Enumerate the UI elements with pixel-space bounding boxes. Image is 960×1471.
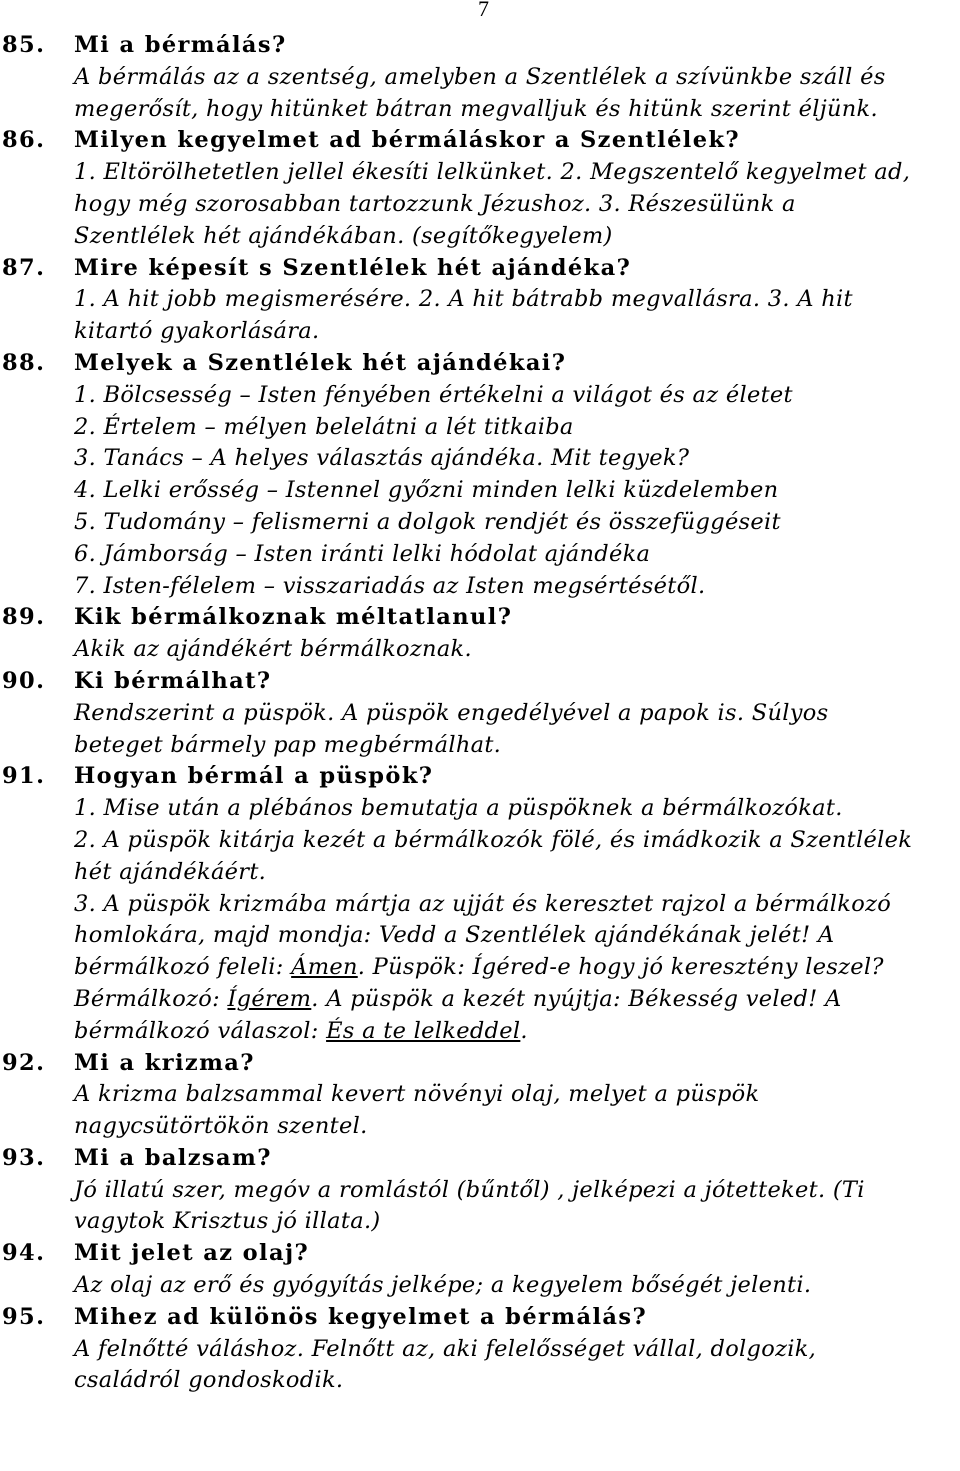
answer-line: vagytok Krisztus jó illata.) <box>74 1208 381 1235</box>
answer-line: Rendszerint a püspök. A püspök engedélyével a papok is. Súlyos <box>74 699 829 726</box>
gift-item: 1. Bölcsesség – Isten fényében értékelni a világot és az életet <box>74 381 793 408</box>
gift-item: 4. Lelki erősség – Istennel győzni minden lelki küzdelemben <box>74 477 779 504</box>
question-91 <box>0 761 960 793</box>
question-number: 93. <box>2 1144 46 1171</box>
question-86 <box>0 125 960 157</box>
question-number: 92. <box>2 1049 46 1076</box>
answer-line: hét ajándékáért. <box>74 858 267 885</box>
gift-item: 3. Tanács – A helyes választás ajándéka. Mit tegyek? <box>74 445 690 472</box>
question-number: 88. <box>2 349 46 376</box>
answer-89 <box>0 634 960 666</box>
answer-line: 3. A püspök krizmába mártja az ujját és keresztet rajzol a bérmálkozó <box>74 890 892 917</box>
answer-88 <box>0 380 960 603</box>
question-number: 91. <box>2 763 46 790</box>
answer-line: családról gondoskodik. <box>74 1367 344 1394</box>
answer-92 <box>0 1079 960 1143</box>
answer-line: Akik az ajándékért bérmálkoznak. <box>74 636 472 663</box>
answer-line: A bérmálás az a szentség, amelyben a Szentlélek a szívünkbe száll és <box>74 63 886 90</box>
gift-item: 5. Tudomány – felismerni a dolgok rendjét és összefüggéseit <box>74 508 781 535</box>
question-text: Mi a balzsam? <box>74 1144 272 1171</box>
answer-line <box>74 952 950 984</box>
question-number: 86. <box>2 127 46 154</box>
question-92 <box>0 1048 960 1080</box>
answer-line: Jó illatú szer, megóv a romlástól (bűntől) , jelképezi a jótetteket. (Ti <box>74 1176 865 1203</box>
question-text: Melyek a Szentlélek hét ajándékai? <box>74 349 567 376</box>
answer-line: megerősít, hogy hitünket bátran megvalljuk és hitünk szerint éljünk. <box>74 95 878 122</box>
question-88 <box>0 348 960 380</box>
answer-line: 1. A hit jobb megismerésére. 2. A hit bátrabb megvallásra. 3. A hit <box>74 286 853 313</box>
answer-fragment: bérmálkozó feleli: <box>74 954 292 981</box>
question-text: Mire képesít s Szentlélek hét ajándéka? <box>74 254 632 281</box>
answer-line <box>74 1016 950 1048</box>
question-text: Hogyan bérmál a püspök? <box>74 763 434 790</box>
answer-fragment: bérmálkozó válaszol: <box>74 1017 327 1044</box>
question-text: Mihez ad különös kegyelmet a bérmálás? <box>74 1303 648 1330</box>
answer-line: Az olaj az erő és gyógyítás jelképe; a kegyelem bőségét jelenti. <box>74 1272 812 1299</box>
answer-91 <box>0 793 960 1047</box>
question-number: 95. <box>2 1303 46 1330</box>
question-93 <box>0 1143 960 1175</box>
answer-85 <box>0 62 960 126</box>
answer-line: beteget bármely pap megbérmálhat. <box>74 731 502 758</box>
question-number: 85. <box>2 32 46 58</box>
question-number: 89. <box>2 604 46 631</box>
question-text: Mit jelet az olaj? <box>74 1240 310 1267</box>
answer-line: Szentlélek hét ajándékában. (segítőkegyelem) <box>74 222 613 249</box>
answer-line: homlokára, majd mondja: Vedd a Szentlélek ajándékának jelét! A <box>74 922 835 949</box>
answer-86 <box>0 157 960 252</box>
answer-95 <box>0 1334 960 1398</box>
page-number: 7 <box>478 0 489 21</box>
question-85 <box>0 30 960 62</box>
gift-item: 6. Jámborság – Isten iránti lelki hódolat ajándéka <box>74 540 651 567</box>
underlined-response: Ígérem <box>227 985 312 1012</box>
question-number: 94. <box>2 1240 46 1267</box>
answer-87 <box>0 284 960 348</box>
answer-line: 1. Eltörölhetetlen jellel ékesíti lelkünket. 2. Megszentelő kegyelmet ad, <box>74 159 911 186</box>
answer-fragment: . Püspök: Ígéred-e hogy jó keresztény leszel? <box>357 954 884 981</box>
question-89 <box>0 602 960 634</box>
answer-line: 2. A püspök kitárja kezét a bérmálkozók fölé, és imádkozik a Szentlélek <box>74 826 913 853</box>
question-number: 87. <box>2 254 46 281</box>
underlined-response: És a te lelkeddel <box>326 1017 521 1044</box>
answer-fragment: Bérmálkozó: <box>74 985 228 1012</box>
answer-line: 1. Mise után a plébános bemutatja a püspöknek a bérmálkozókat. <box>74 795 843 822</box>
question-87 <box>0 253 960 285</box>
answer-93 <box>0 1175 960 1239</box>
question-text: Kik bérmálkoznak méltatlanul? <box>74 604 513 631</box>
question-text: Milyen kegyelmet ad bérmáláskor a Szentlélek? <box>74 127 741 154</box>
question-90 <box>0 666 960 698</box>
answer-line: hogy még szorosabban tartozzunk Jézushoz. 3. Részesülünk a <box>74 190 796 217</box>
question-text: Ki bérmálhat? <box>74 667 272 694</box>
question-number: 90. <box>2 667 46 694</box>
answer-90 <box>0 698 960 762</box>
answer-94 <box>0 1270 960 1302</box>
answer-line: A krizma balzsammal kevert növényi olaj, melyet a püspök <box>74 1081 760 1108</box>
answer-fragment: . A püspök a kezét nyújtja: Békesség veled! A <box>311 985 842 1012</box>
answer-line <box>74 984 950 1016</box>
underlined-response: Ámen <box>291 954 358 981</box>
catechism-content <box>0 30 960 1397</box>
question-text: Mi a krizma? <box>74 1049 255 1076</box>
question-text: Mi a bérmálás? <box>74 32 287 58</box>
gift-item: 7. Isten-félelem – visszariadás az Isten megsértésétől. <box>74 572 706 599</box>
answer-line: nagycsütörtökön szentel. <box>74 1113 368 1140</box>
question-95 <box>0 1302 960 1334</box>
answer-line: A felnőtté váláshoz. Felnőtt az, aki felelősséget vállal, dolgozik, <box>74 1335 817 1362</box>
answer-line: kitartó gyakorlására. <box>74 318 320 345</box>
gift-item: 2. Értelem – mélyen belelátni a lét titkaiba <box>74 413 574 440</box>
answer-fragment: . <box>520 1017 528 1044</box>
question-94 <box>0 1238 960 1270</box>
